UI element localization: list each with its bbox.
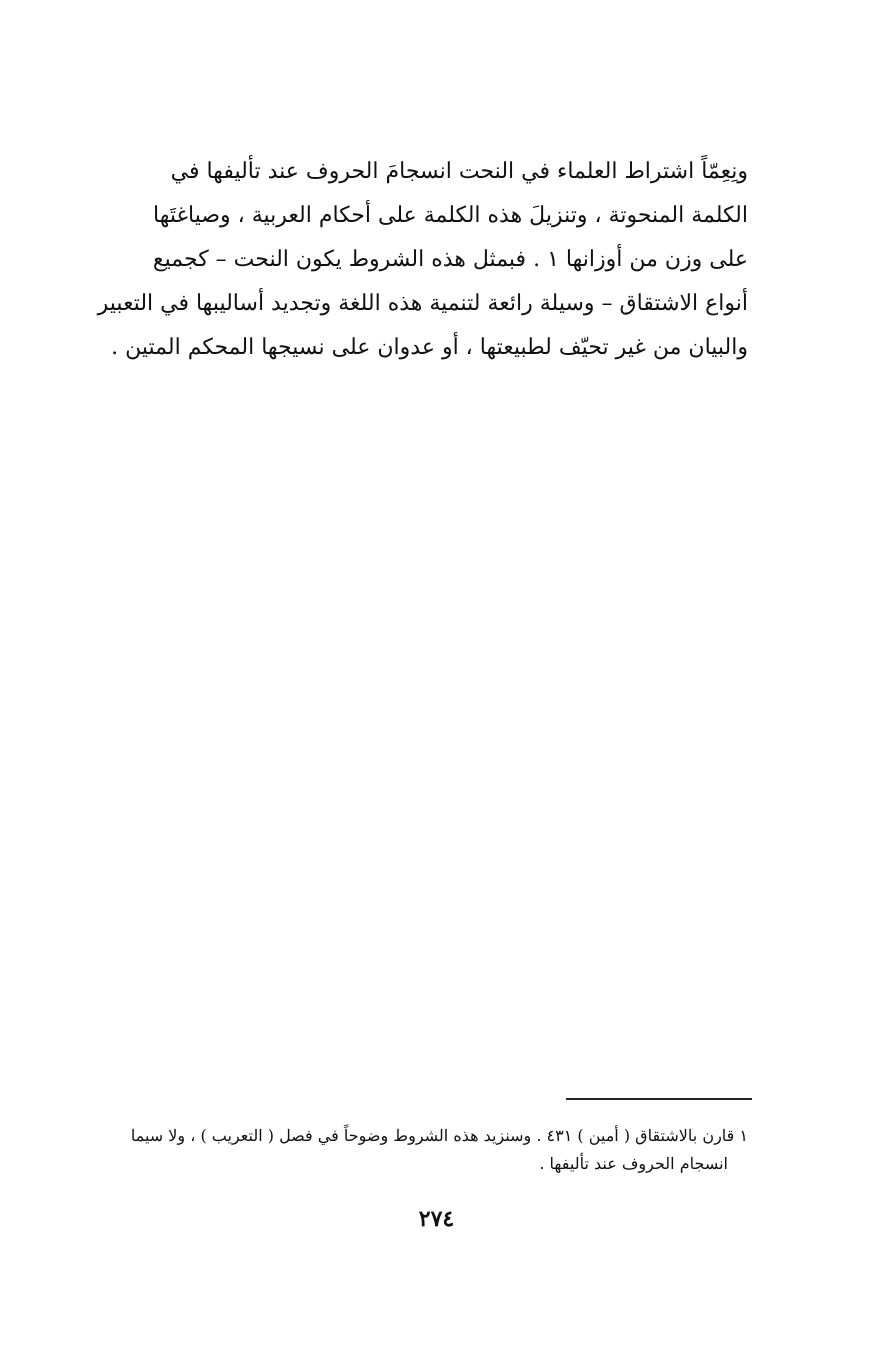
footnote-divider xyxy=(566,1098,752,1100)
page-number: ٢٧٤ xyxy=(418,1206,455,1232)
body-line-5: والبيان من غير تحيّف لطبيعتها ، أو عدوان على نسيجها المحكم المتين . xyxy=(111,335,748,360)
footnote-line-1: ١ قارن بالاشتقاق ( أمين ) ٤٣١ . وسنزيد هذه الشروط وضوحاً في فصل ( التعريب ) ، ولا سيما xyxy=(130,1126,748,1145)
body-paragraph xyxy=(76,150,748,370)
body-line-2: الكلمة المنحوتة ، وتنزيلَ هذه الكلمة على أحكام العربية ، وصياغتَها xyxy=(153,203,748,228)
body-line-4: أنواع الاشتقاق – وسيلة رائعة لتنمية هذه اللغة وتجديد أساليبها في التعبير xyxy=(97,291,748,316)
body-line-1: ونِعِمّاً اشتراط العلماء في النحت انسجامَ الحروف عند تأليفها في xyxy=(170,159,748,184)
footnote-line-2: انسجام الحروف عند تأليفها . xyxy=(539,1154,728,1173)
footnote xyxy=(84,1122,748,1178)
body-line-3: على وزن من أوزانها ١ . فبمثل هذه الشروط يكون النحت – كجميع xyxy=(152,247,748,272)
